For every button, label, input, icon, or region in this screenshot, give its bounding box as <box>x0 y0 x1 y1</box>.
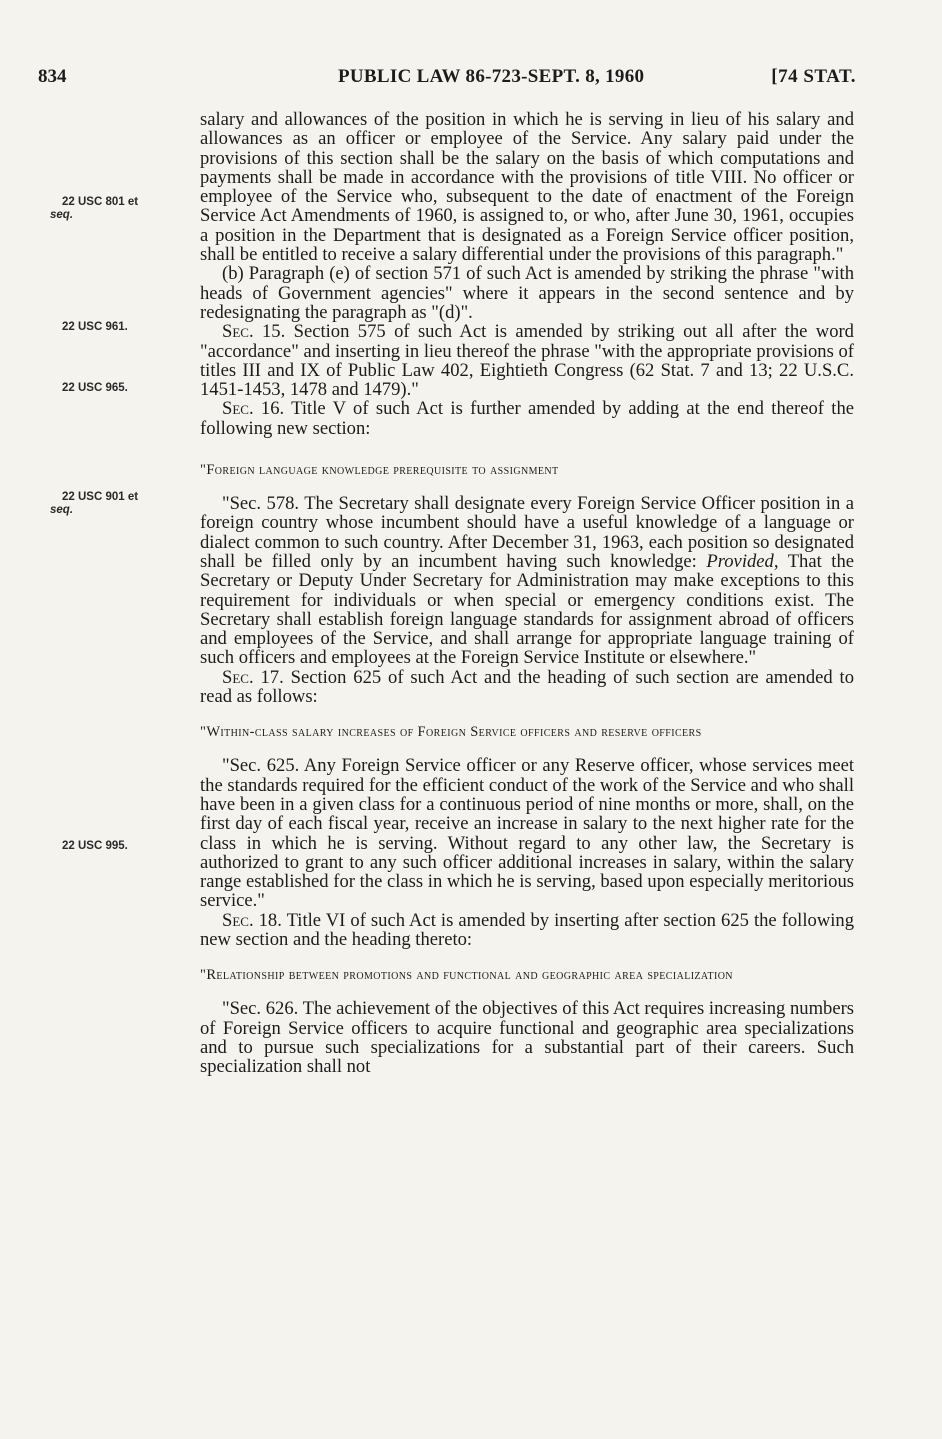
margin-citation: 22 USC 995. <box>62 840 128 852</box>
paragraph-section-17: Sec. 17. Section 625 of such Act and the heading of such section are amended to read as follows: <box>200 666 855 708</box>
section-heading: "Relationship between promotions and functional and geographic area specialization <box>200 967 733 984</box>
italic-term: Provided, <box>706 550 779 572</box>
paragraph-section-15: Sec. 15. Section 575 of such Act is amended by striking out all after the word "accordance" and inserting in lieu thereof the phrase "with the appropriate provisions of titles III and IX of Public Law 402, Eightieth Congress (62 Stat. 7 and 13; 22 U.S.C. 1451-1453, 1478 and 1479)." <box>200 321 854 401</box>
paragraph-section-625: "Sec. 625. Any Foreign Service officer or any Reserve officer, whose services meet the standards required for the efficient conduct of the work of the Service and who shall have been in a given class for a continuous period of nine months or more, shall, on the first day of each fiscal year, receive an increase in salary to the next higher rate for the class in which he is serving. Without regard to any other law, the Secretary is authorized to grant to any such officer additional increases in salary, within the salary range established for the class in which he is serving, based upon especially meritorious service." <box>200 755 854 912</box>
margin-citation: 22 USC 801 et seq. <box>50 196 139 221</box>
volume-reference: [74 STAT. <box>771 66 856 87</box>
running-title: PUBLIC LAW 86-723-SEPT. 8, 1960 <box>338 66 645 87</box>
paragraph-section-16: Sec. 16. Title V of such Act is further amended by adding at the end thereof the following new section: <box>200 398 855 439</box>
page-number: 834 <box>38 66 67 87</box>
paragraph-section-626: "Sec. 626. The achievement of the objectives of this Act requires increasing numbers of Foreign Service officers to acquire functional and geographic area specializations and to pursue such specializations for a substantial part of their careers. Such specialization shall not <box>200 998 855 1078</box>
section-label: Sec. 15. <box>222 321 286 343</box>
margin-citation: 22 USC 965. <box>62 382 128 394</box>
section-heading: "Within-class salary increases of Foreign Service officers and reserve officers <box>200 724 702 741</box>
margin-citation: 22 USC 901 et seq. <box>50 491 139 516</box>
paragraph-section-578: "Sec. 578. The Secretary shall designate every Foreign Service Officer position in a foreign country whose incumbent should have a useful knowledge of a language or dialect common to such country. After December 31, 1963, each position so designated shall be filled only by an incumbent having such knowledge: Provided, That the Secretary or Deputy Under Secretary for Administration may make exceptions to this requirement for individuals or when special or emergency conditions exist. The Secretary shall establish foreign language standards for assignment abroad of officers and employees of the Service, and shall arrange for appropriate language training of such officers and employees at the Foreign Service Institute or elsewhere." <box>200 493 855 669</box>
paragraph-amendment-b: (b) Paragraph (e) of section 571 of such Act is amended by striking the phrase "with heads of Government agencies" where it appears in the second sentence and by redesignating the paragraph as "(d)". <box>200 263 854 323</box>
section-label: Sec. 18. <box>222 909 282 931</box>
paragraph-continuation: salary and allowances of the position in which he is serving in lieu of his salary and allowances as an officer or employee of the Service. Any salary paid under the provisions of this section shall be the salary on the basis of which computations and payments shall be made in accordance with the provisions of title VIII. No officer or employee of the Service who, subsequent to the date of enactment of the Foreign Service Act Amendments of 1960, is assigned to, or who, after June 30, 1961, occupies a position in the Department that is designated as a Foreign Service officer position, shall be entitled to receive a salary differential under the provisions of this paragraph." <box>200 109 854 266</box>
section-heading: "Foreign language knowledge prerequisite to assignment <box>200 462 559 479</box>
page-header <box>38 66 856 94</box>
body-text <box>200 110 854 1076</box>
section-label: Sec. 16. <box>222 398 285 420</box>
section-label: Sec. 17. <box>222 666 284 688</box>
paragraph-section-18: Sec. 18. Title VI of such Act is amended by inserting after section 625 the following new section and the heading thereto: <box>200 909 855 950</box>
margin-citation: 22 USC 961. <box>62 321 128 333</box>
